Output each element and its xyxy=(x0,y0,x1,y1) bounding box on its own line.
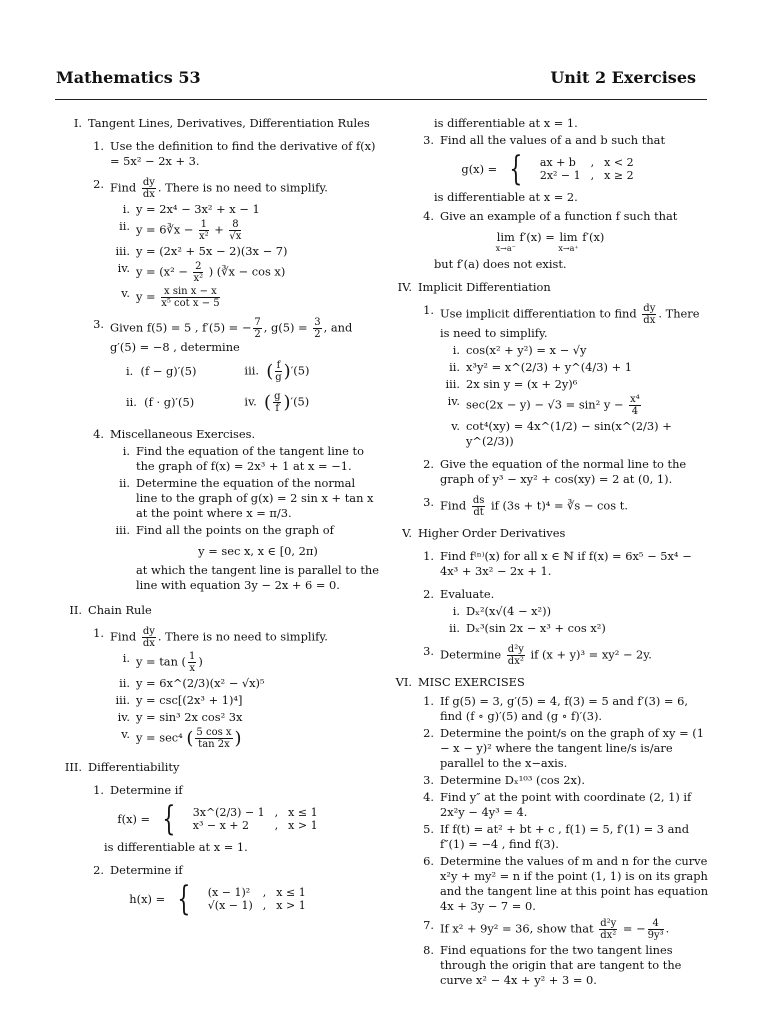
denominator: dx xyxy=(643,315,656,326)
text: ′(5) xyxy=(290,394,310,409)
function-lhs: g(x) = xyxy=(461,161,498,176)
sub-text: 2x sin y = (x + 2y)⁶ xyxy=(466,377,578,391)
sub-number: v. xyxy=(451,419,460,433)
sub-number: iii. xyxy=(445,377,460,391)
sub-number: i. xyxy=(126,364,134,378)
paren: ) xyxy=(234,728,242,749)
text: Find all the points on the graph of xyxy=(136,523,334,537)
case-sep: , xyxy=(590,156,595,169)
exercise xyxy=(414,726,710,771)
paren: ) xyxy=(283,392,291,413)
exercise-text: Evaluate. xyxy=(440,587,495,601)
text: y = sec⁴ xyxy=(136,730,183,745)
sub-text: Determine the equation of the normal line to the graph of g(x) = 2 sin x + tan x at the point where x = π/3. xyxy=(136,476,374,520)
numerator: d²y xyxy=(507,644,524,655)
numerator: 2 xyxy=(195,261,202,272)
cases-table xyxy=(535,156,639,182)
case-sep: , xyxy=(274,806,279,819)
fraction xyxy=(193,261,203,284)
exercise-number: 4. xyxy=(423,790,434,804)
denominator: tan 2x xyxy=(198,739,230,750)
section-heading xyxy=(390,675,710,690)
exercise-text: Determine the values of m and n for the curve x²y + my² = n if the point (1, 1) is on its graph and the tangent line at this point has equation 4x + 3y − 7 = 0. xyxy=(440,854,709,913)
section-title: Differentiability xyxy=(88,760,180,774)
unit-title: Unit 2 Exercises xyxy=(550,68,696,87)
text: f′(x) = xyxy=(519,230,555,244)
cases-table xyxy=(188,806,323,832)
text: Given f(5) = 5 , f′(5) = − xyxy=(110,320,252,335)
exercise xyxy=(414,644,710,667)
exercise xyxy=(84,427,380,442)
paren: ( xyxy=(266,361,274,382)
exercise-text xyxy=(110,177,380,200)
sub-text: y = (2x² + 5x − 2)(3x − 7) xyxy=(136,244,288,258)
sub-item xyxy=(104,523,380,593)
sub-item xyxy=(104,476,380,521)
fraction xyxy=(642,303,656,326)
exercise-number: 2. xyxy=(423,726,434,740)
text: , and g′(5) = −8 , determine xyxy=(110,320,353,354)
exercise-text: Miscellaneous Exercises. xyxy=(110,427,256,441)
piecewise-function xyxy=(390,149,710,189)
sub-text: cos(x² + y²) = x − √y xyxy=(466,343,587,357)
denominator: x² xyxy=(193,273,204,284)
sub-number: ii. xyxy=(119,219,130,233)
sub-number: iii. xyxy=(115,244,130,258)
numerator: 1 xyxy=(200,219,207,230)
exercise-text: Determine if xyxy=(110,783,183,797)
section-number: V. xyxy=(402,526,412,540)
sub-item xyxy=(434,604,710,619)
denominator: 2 xyxy=(254,329,261,340)
exercise-number: 3. xyxy=(93,317,104,331)
cases-table xyxy=(203,886,311,912)
sub-number: i. xyxy=(452,343,460,357)
exercise-text xyxy=(110,317,380,355)
numerator: d²y xyxy=(600,918,617,929)
numerator: 7 xyxy=(254,317,261,328)
numerator: x sin x − x xyxy=(161,286,219,298)
exercise xyxy=(84,626,380,649)
exercise-number: 2. xyxy=(423,457,434,471)
sub-number: iv. xyxy=(244,394,257,409)
sub-item xyxy=(104,219,380,242)
piecewise-function xyxy=(60,879,380,919)
sub-text: cot⁴(xy) = 4x^(1/2) − sin(x^(2/3) + y^(2/3)) xyxy=(466,419,672,448)
fraction xyxy=(161,286,219,309)
fraction xyxy=(599,918,617,941)
limit-equation xyxy=(390,230,710,253)
text: Find xyxy=(110,629,137,644)
text: . There is need to simplify. xyxy=(440,306,700,340)
sub-number: iv. xyxy=(447,394,460,408)
text: sec(2x − y) − √3 = sin² y − xyxy=(466,397,624,412)
exercise xyxy=(84,139,380,169)
case-cond: x ≥ 2 xyxy=(604,169,634,182)
section-title: Tangent Lines, Derivatives, Differentiation Rules xyxy=(88,116,370,130)
fraction xyxy=(648,918,664,941)
exercise-number: 2. xyxy=(93,863,104,877)
denominator: dt xyxy=(473,507,484,518)
numerator: ds xyxy=(472,495,485,506)
case-expr: 2x² − 1 xyxy=(539,169,581,182)
exercise-number: 3. xyxy=(423,495,434,509)
denominator: dx xyxy=(142,189,155,200)
fraction xyxy=(253,317,261,340)
function-lhs: f(x) = xyxy=(117,811,151,826)
section-title: MISC EXERCISES xyxy=(418,675,525,689)
sub-text xyxy=(136,261,380,284)
text: . xyxy=(665,921,670,936)
section-number: IV. xyxy=(397,280,412,294)
brace: { xyxy=(162,799,176,839)
sub-text xyxy=(136,651,380,674)
sub-text: y = sin³ 2x cos² 3x xyxy=(136,710,243,724)
exercise-text: Find equations for the two tangent lines through the origin that are tangent to the curve x² − 4x + y² + 3 = 0. xyxy=(440,943,682,987)
text: y = tan ( xyxy=(136,654,186,669)
exercise-text: Use the definition to find the derivative of f(x) = 5x² − 2x + 3. xyxy=(110,139,376,168)
sub-item xyxy=(104,693,380,708)
text: ′(5) xyxy=(290,363,310,378)
fraction xyxy=(142,626,156,649)
text: ) xyxy=(198,654,203,669)
sub-text: Dₓ²(x√(4 − x²)) xyxy=(466,604,552,618)
text: Use implicit differentiation to find xyxy=(440,306,637,321)
left-column xyxy=(60,114,380,920)
fraction xyxy=(199,219,209,242)
sub-item xyxy=(104,444,380,474)
sub-number: i. xyxy=(122,444,130,458)
exercise-text xyxy=(440,918,710,941)
exercise xyxy=(414,854,710,914)
numerator: f xyxy=(276,360,281,371)
case-expr: 3x^(2/3) − 1 xyxy=(192,806,265,819)
sub-number: v. xyxy=(121,286,130,300)
case-cond: x > 1 xyxy=(276,899,306,912)
case-expr: (x − 1)² xyxy=(207,886,251,899)
exercise-number: 2. xyxy=(423,587,434,601)
exercise xyxy=(414,303,710,341)
sub-item xyxy=(104,651,380,674)
exercise-text: If f(t) = at² + bt + c , f(1) = 5, f′(1) = 3 and f″(1) = −4 , find f(3). xyxy=(440,822,690,851)
exercise xyxy=(84,317,380,355)
numerator: dy xyxy=(142,626,155,637)
sub-number: i. xyxy=(122,651,130,665)
sub-item xyxy=(434,343,710,358)
case-sep: , xyxy=(262,899,267,912)
exercise-text: Find y″ at the point with coordinate (2, 1) if 2x²y − 4y³ = 4. xyxy=(440,790,692,819)
section-number: I. xyxy=(73,116,82,130)
numerator: 5 cos x xyxy=(196,727,232,738)
paren: ) xyxy=(283,361,291,382)
text: Find xyxy=(110,180,137,195)
numerator: 4 xyxy=(648,918,664,930)
denominator: 2 xyxy=(314,329,321,340)
denominator: g xyxy=(275,372,282,383)
exercise-number: 4. xyxy=(93,427,104,441)
denominator: 9y³ xyxy=(647,930,664,941)
fraction xyxy=(629,394,641,417)
case-cond: x ≤ 1 xyxy=(276,886,306,899)
section-number: VI. xyxy=(395,675,412,689)
text: y = xyxy=(136,289,156,304)
exercise-number: 1. xyxy=(93,139,104,153)
sub-item xyxy=(434,377,710,392)
display-equation: y = sec x, x ∈ [0, 2π) xyxy=(198,544,318,558)
exercise xyxy=(414,694,710,724)
text: , g(5) = xyxy=(263,320,308,335)
sub-text: x³y² = x^(2/3) + y^(4/3) + 1 xyxy=(466,360,632,374)
grid-cell xyxy=(204,357,315,386)
exercise-text: Give an example of a function f such that xyxy=(440,209,678,223)
exercise xyxy=(414,457,710,487)
exercise-text: Give the equation of the normal line to the graph of y³ − xy² + cos(xy) = 2 at (0, 1). xyxy=(440,457,687,486)
numerator: 3 xyxy=(314,317,321,328)
paren: ( xyxy=(186,728,194,749)
fraction xyxy=(188,651,196,674)
case-cond: x > 1 xyxy=(288,819,318,832)
case-expr: √(x − 1) xyxy=(207,899,253,912)
grid-cell xyxy=(120,388,202,417)
sub-text xyxy=(136,523,380,593)
sub-text: y = csc[(2x³ + 1)⁴] xyxy=(136,693,243,707)
header-rule xyxy=(55,99,707,100)
text: if (3s + t)⁴ = ∛s − cos t. xyxy=(490,498,628,513)
right-column xyxy=(390,114,710,988)
denominator: 4 xyxy=(631,406,639,417)
numerator: x⁴ xyxy=(630,394,640,405)
text: at which the tangent line is parallel to the line with equation 3y − 2x + 6 = 0. xyxy=(136,563,380,592)
sub-item xyxy=(434,419,710,449)
denominator: x xyxy=(189,663,195,674)
course-title: Mathematics 53 xyxy=(56,68,201,87)
exercise-number: 1. xyxy=(423,303,434,317)
exercise xyxy=(84,863,380,878)
piecewise-function xyxy=(60,799,380,839)
sub-number: ii. xyxy=(119,476,130,490)
sub-number: i. xyxy=(122,202,130,216)
denominator: x⁵ cot x − 5 xyxy=(161,298,220,309)
sub-text: Find the equation of the tangent line to the graph of f(x) = 2x³ + 1 at x = −1. xyxy=(136,444,364,473)
numerator: dy xyxy=(142,177,155,188)
sub-item xyxy=(104,261,380,284)
exercise-number: 3. xyxy=(423,644,434,658)
case-cond: x ≤ 1 xyxy=(288,806,318,819)
fraction xyxy=(142,177,156,200)
exercise xyxy=(84,783,380,798)
section-title: Chain Rule xyxy=(88,603,152,617)
exercise xyxy=(414,943,710,988)
paren: ( xyxy=(264,392,272,413)
exercise-text: Determine if xyxy=(110,863,183,877)
exercise-text: Find all the values of a and b such that xyxy=(440,133,666,147)
sub-item xyxy=(434,360,710,375)
exercise xyxy=(414,133,710,148)
fraction xyxy=(313,317,321,340)
sub-number: iv. xyxy=(117,710,130,724)
fraction xyxy=(273,391,281,414)
numerator: dy xyxy=(643,303,656,314)
case-cond: x < 2 xyxy=(604,156,634,169)
sub-number: ii. xyxy=(449,621,460,635)
sub-text xyxy=(136,286,380,309)
exercise xyxy=(414,918,710,941)
exercise xyxy=(414,822,710,852)
limit-subscript: x→a⁺ xyxy=(558,244,579,253)
exercise xyxy=(414,495,710,518)
sub-item xyxy=(104,244,380,259)
case-sep: , xyxy=(262,886,267,899)
text: . There is no need to simplify. xyxy=(157,180,328,195)
case-sep: , xyxy=(590,169,595,182)
denominator: dx xyxy=(142,638,155,649)
exercise-number: 3. xyxy=(423,133,434,147)
sub-number: iii. xyxy=(115,523,130,537)
sub-text xyxy=(136,219,380,242)
exercise-number: 5. xyxy=(423,822,434,836)
text: y = (x² − xyxy=(136,264,188,279)
sub-text xyxy=(136,727,380,750)
exercise-text: is differentiable at x = 1. xyxy=(104,840,248,854)
sub-item xyxy=(104,727,380,750)
exercise-text: but f′(a) does not exist. xyxy=(434,257,567,271)
section-title: Higher Order Derivatives xyxy=(418,526,566,540)
fraction xyxy=(472,495,486,518)
text: y = 6∛x − xyxy=(136,222,194,237)
sub-number: v. xyxy=(121,727,130,741)
sub-number: ii. xyxy=(449,360,460,374)
section-title: Implicit Differentiation xyxy=(418,280,551,294)
section-number: II. xyxy=(69,603,82,617)
sub-item xyxy=(434,394,710,417)
exercise-number: 8. xyxy=(423,943,434,957)
sub-item xyxy=(104,286,380,309)
case-expr: x³ − x + 2 xyxy=(192,819,249,832)
text: . There is no need to simplify. xyxy=(157,629,328,644)
grid-cell xyxy=(120,357,202,386)
exercise-number: 7. xyxy=(423,918,434,932)
exercise xyxy=(414,209,710,224)
determine-grid xyxy=(118,355,317,419)
sub-text: y = 6x^(2/3)(x² − √x)⁵ xyxy=(136,676,265,690)
section-heading xyxy=(390,280,710,295)
sub-text: Dₓ³(sin 2x − x³ + cos x²) xyxy=(466,621,606,635)
sub-number: iii. xyxy=(115,693,130,707)
grid-cell xyxy=(204,388,315,417)
sub-text xyxy=(466,394,710,417)
sub-number: ii. xyxy=(119,676,130,690)
limit-subscript: x→a⁻ xyxy=(495,244,516,253)
sub-number: i. xyxy=(452,604,460,618)
denominator: x² xyxy=(198,231,209,242)
exercise-number: 1. xyxy=(423,694,434,708)
case-sep: , xyxy=(274,819,279,832)
exercise xyxy=(84,177,380,200)
numerator: 1 xyxy=(189,651,196,662)
section-heading xyxy=(390,526,710,541)
exercise-number: 1. xyxy=(93,626,104,640)
exercise-text: If g(5) = 3, g′(5) = 4, f(3) = 5 and f′(3) = 6, find (f ∘ g)′(5) and (g ∘ f)′(3). xyxy=(440,694,688,723)
exercise-number: 3. xyxy=(423,773,434,787)
exercise-text xyxy=(440,303,710,341)
sub-item xyxy=(104,710,380,725)
limit: lim x→a⁺ xyxy=(558,230,579,253)
fraction xyxy=(195,727,232,750)
sub-text: (f − g)′(5) xyxy=(140,364,197,378)
numerator: 8 xyxy=(229,219,241,231)
exercise xyxy=(414,790,710,820)
text: f′(x) xyxy=(582,230,605,244)
sub-text: (f · g)′(5) xyxy=(144,395,195,409)
exercise-text: Determine Dₓ¹⁰³ (cos 2x). xyxy=(440,773,585,787)
section-number: III. xyxy=(64,760,82,774)
sub-number: iv. xyxy=(117,261,130,275)
case-expr: ax + b xyxy=(539,156,576,169)
exercise-text: Find f⁽ⁿ⁾(x) for all x ∈ ℕ if f(x) = 6x⁵ − 5x⁴ − 4x³ + 3x² − 2x + 1. xyxy=(440,549,692,578)
section-heading xyxy=(60,760,380,775)
exercise-text xyxy=(110,626,380,649)
exercise-number: 4. xyxy=(423,209,434,223)
function-lhs: h(x) = xyxy=(129,891,166,906)
text: If x² + 9y² = 36, show that xyxy=(440,921,594,936)
exercise-number: 1. xyxy=(423,549,434,563)
denominator: dx² xyxy=(507,656,524,667)
text: = − xyxy=(622,921,646,936)
sub-item xyxy=(104,676,380,691)
exercise-text: is differentiable at x = 2. xyxy=(434,190,578,204)
section-heading xyxy=(60,116,380,131)
text: + xyxy=(214,222,224,237)
exercise xyxy=(414,773,710,788)
exercise xyxy=(414,587,710,602)
sub-item xyxy=(104,202,380,217)
brace: { xyxy=(177,879,191,919)
brace: { xyxy=(509,149,523,189)
exercise-text xyxy=(440,495,710,518)
exercise xyxy=(414,549,710,579)
fraction xyxy=(229,219,241,242)
limit: lim x→a⁻ xyxy=(495,230,516,253)
sub-number: ii. xyxy=(126,395,137,409)
denominator: √x xyxy=(229,231,242,242)
sub-item xyxy=(434,621,710,636)
numerator: g xyxy=(274,391,281,402)
section-heading xyxy=(60,603,380,618)
denominator: f xyxy=(275,403,280,414)
exercise-number: 2. xyxy=(93,177,104,191)
exercise-number: 1. xyxy=(93,783,104,797)
text: if (x + y)³ = xy² − 2y. xyxy=(530,647,652,662)
text: Determine xyxy=(440,647,502,662)
text: ) (∛x − cos x) xyxy=(208,264,286,279)
exercise-text: is differentiable at x = 1. xyxy=(434,116,578,130)
sub-number: iii. xyxy=(244,363,259,378)
fraction xyxy=(507,644,525,667)
text: Find xyxy=(440,498,467,513)
exercise-text: Determine the point/s on the graph of xy = (1 − x − y)² where the tangent line/s is/are parallel to the x−axis. xyxy=(440,726,704,770)
exercise-text xyxy=(440,644,710,667)
denominator: dx² xyxy=(600,930,617,941)
sub-text: y = 2x⁴ − 3x² + x − 1 xyxy=(136,202,260,216)
fraction xyxy=(275,360,281,383)
exercise-number: 6. xyxy=(423,854,434,868)
